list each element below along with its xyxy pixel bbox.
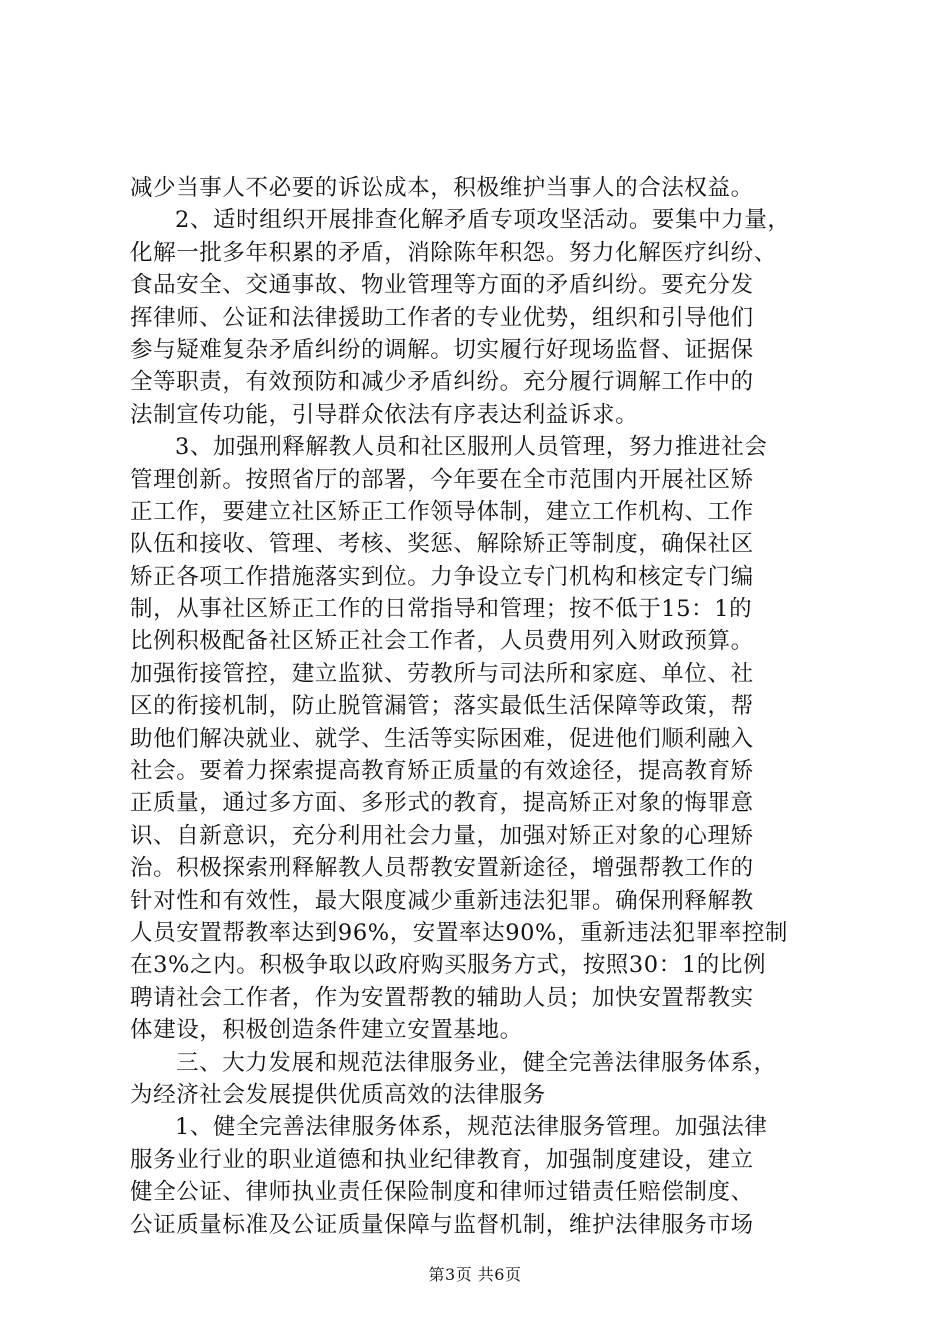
text-line: 在3%之内。积极争取以政府购买服务方式，按照30：1的比例 (130, 952, 767, 979)
page-number-footer: 第3页 共6页 (428, 1265, 522, 1284)
text-line: 制，从事社区矫正工作的日常指导和管理；按不低于15：1的 (130, 596, 753, 623)
text-line: 管理创新。按照省厅的部署，今年要在全市范围内开展社区矫 (130, 466, 754, 493)
text-line: 减少当事人不必要的诉讼成本，积极维护当事人的合法权益。 (130, 175, 754, 201)
section-heading-line: 为经济社会发展提供优质高效的法律服务 (130, 1081, 546, 1108)
document-body (130, 172, 832, 1241)
text-line: 全等职责，有效预防和减少矛盾纠纷。充分履行调解工作中的 (130, 369, 754, 396)
text-line: 公证质量标准及公证质量保障与监督机制，维护法律服务市场 (130, 1211, 754, 1238)
section-heading-line: 三、大力发展和规范法律服务业，健全完善法律服务体系， (176, 1049, 777, 1076)
text-line: 食品安全、交通事故、物业管理等方面的矛盾纠纷。要充分发 (130, 272, 754, 299)
text-line: 1、健全完善法律服务体系，规范法律服务管理。加强法律 (175, 1114, 768, 1141)
text-line: 正工作，要建立社区矫正工作领导体制，建立工作机构、工作 (130, 498, 754, 525)
text-line: 识、自新意识，充分利用社会力量，加强对矫正对象的心理矫 (130, 822, 754, 849)
text-line: 人员安置帮教率达到96%，安置率达90%，重新违法犯罪率控制 (130, 919, 789, 946)
text-line: 矫正各项工作措施落实到位。力争设立专门机构和核定专门编 (130, 563, 754, 590)
text-line: 针对性和有效性，最大限度减少重新违法犯罪。确保刑释解教 (130, 887, 754, 914)
text-line: 3、加强刑释解教人员和社区服刑人员管理，努力推进社会 (175, 434, 768, 461)
text-line: 聘请社会工作者，作为安置帮教的辅助人员；加快安置帮教实 (130, 984, 754, 1011)
text-line: 社会。要着力探索提高教育矫正质量的有效途径，提高教育矫 (130, 758, 754, 785)
text-line: 参与疑难复杂矛盾纠纷的调解。切实履行好现场监督、证据保 (130, 336, 754, 363)
text-line: 服务业行业的职业道德和执业纪律教育，加强制度建设，建立 (130, 1146, 754, 1173)
text-line: 助他们解决就业、就学、生活等实际困难，促进他们顺利融入 (130, 725, 754, 752)
text-line: 法制宣传功能，引导群众依法有序表达利益诉求。 (130, 401, 639, 428)
text-line: 正质量，通过多方面、多形式的教育，提高矫正对象的悔罪意 (130, 790, 754, 817)
text-line: 区的衔接机制，防止脱管漏管；落实最低生活保障等政策，帮 (130, 693, 754, 720)
text-line: 比例积极配备社区矫正社会工作者，人员费用列入财政预算。 (130, 628, 754, 655)
text-line: 化解一批多年积累的矛盾，消除陈年积怨。努力化解医疗纠纷、 (130, 239, 777, 266)
text-line: 2、适时组织开展排查化解矛盾专项攻坚活动。要集中力量， (175, 207, 791, 234)
text-line: 挥律师、公证和法律援助工作者的专业优势，组织和引导他们 (130, 304, 754, 331)
text-line: 队伍和接收、管理、考核、奖惩、解除矫正等制度，确保社区 (130, 531, 754, 558)
text-line: 治。积极探索刑释解教人员帮教安置新途径，增强帮教工作的 (130, 855, 754, 882)
text-line: 体建设，积极创造条件建立安置基地。 (130, 1017, 523, 1044)
text-line: 加强衔接管控，建立监狱、劳教所与司法所和家庭、单位、社 (130, 660, 754, 687)
text-line: 健全公证、律师执业责任保险制度和律师过错责任赔偿制度、 (130, 1179, 754, 1206)
